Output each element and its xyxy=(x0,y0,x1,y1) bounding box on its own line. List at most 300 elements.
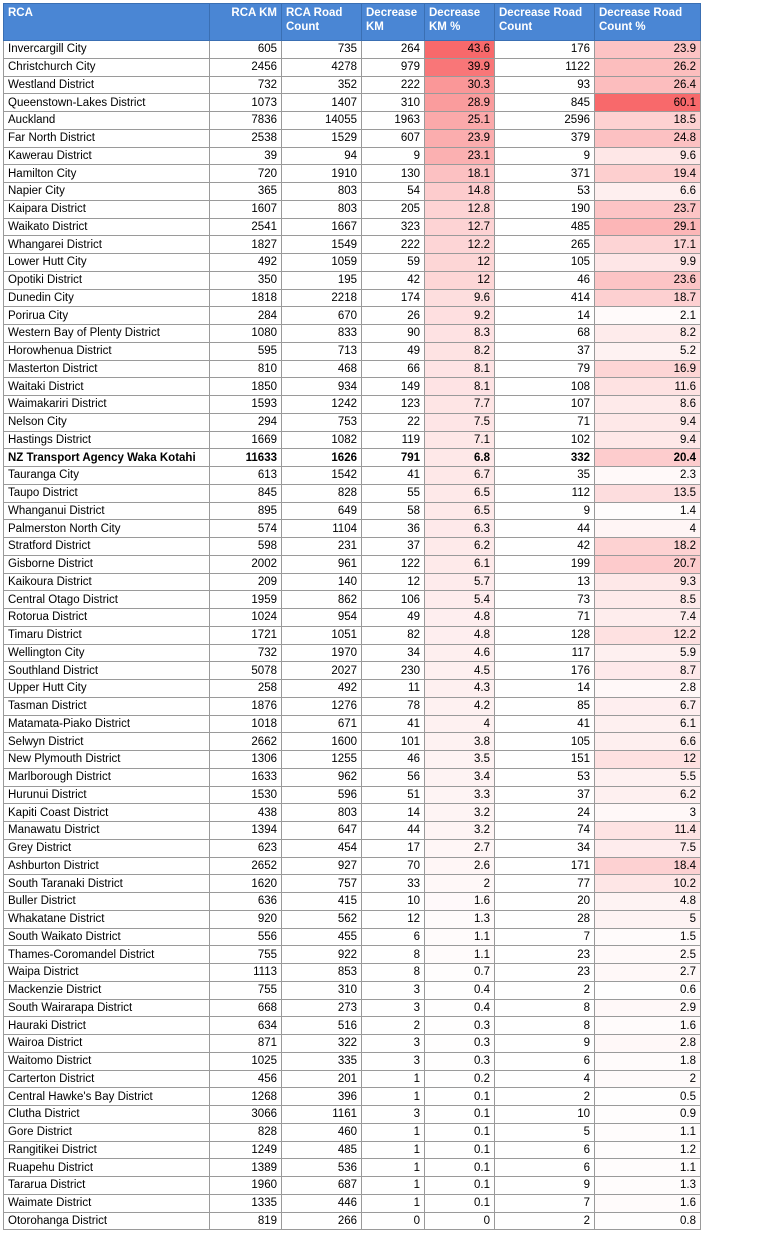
cell-rca-km: 2538 xyxy=(210,129,282,147)
cell-decrease-km: 1 xyxy=(362,1088,425,1106)
cell-rca: Queenstown-Lakes District xyxy=(4,94,210,112)
cell-decrease-km-pct: 0.4 xyxy=(425,999,495,1017)
cell-decrease-km: 55 xyxy=(362,484,425,502)
cell-decrease-km-pct: 5.7 xyxy=(425,573,495,591)
cell-decrease-road-count-pct: 16.9 xyxy=(595,360,701,378)
cell-rca-road-count: 1600 xyxy=(282,733,362,751)
cell-rca-km: 294 xyxy=(210,413,282,431)
cell-decrease-road-count-pct: 11.6 xyxy=(595,378,701,396)
cell-rca-road-count: 273 xyxy=(282,999,362,1017)
cell-rca-road-count: 803 xyxy=(282,804,362,822)
cell-rca-km: 258 xyxy=(210,680,282,698)
cell-rca-km: 920 xyxy=(210,910,282,928)
cell-rca: Whangarei District xyxy=(4,236,210,254)
cell-decrease-road-count: 71 xyxy=(495,609,595,627)
cell-rca: Waitaki District xyxy=(4,378,210,396)
cell-rca-road-count: 954 xyxy=(282,609,362,627)
header-decrease-road-count[interactable]: Decrease Road Count xyxy=(495,4,595,41)
cell-decrease-km-pct: 43.6 xyxy=(425,41,495,59)
header-rca-km[interactable]: RCA KM xyxy=(210,4,282,41)
cell-rca: Tauranga City xyxy=(4,467,210,485)
cell-decrease-road-count: 105 xyxy=(495,733,595,751)
cell-rca: Napier City xyxy=(4,183,210,201)
cell-rca-road-count: 485 xyxy=(282,1141,362,1159)
cell-decrease-road-count-pct: 1.8 xyxy=(595,1052,701,1070)
cell-decrease-km: 11 xyxy=(362,680,425,698)
cell-rca-km: 1024 xyxy=(210,609,282,627)
table-row xyxy=(4,1106,701,1124)
cell-decrease-km: 6 xyxy=(362,928,425,946)
cell-decrease-km: 70 xyxy=(362,857,425,875)
cell-rca-km: 1394 xyxy=(210,822,282,840)
table-row xyxy=(4,520,701,538)
cell-rca-road-count: 396 xyxy=(282,1088,362,1106)
cell-rca-km: 1959 xyxy=(210,591,282,609)
cell-decrease-road-count: 371 xyxy=(495,165,595,183)
cell-decrease-km-pct: 2 xyxy=(425,875,495,893)
cell-rca: Palmerston North City xyxy=(4,520,210,538)
cell-rca-road-count: 671 xyxy=(282,715,362,733)
cell-decrease-road-count: 42 xyxy=(495,538,595,556)
cell-rca: Thames-Coromandel District xyxy=(4,946,210,964)
cell-rca: Central Hawke's Bay District xyxy=(4,1088,210,1106)
table-row xyxy=(4,999,701,1017)
table-row xyxy=(4,289,701,307)
cell-rca-km: 845 xyxy=(210,484,282,502)
cell-decrease-km: 222 xyxy=(362,76,425,94)
cell-decrease-km: 205 xyxy=(362,200,425,218)
cell-decrease-km: 1 xyxy=(362,1141,425,1159)
table-row xyxy=(4,236,701,254)
cell-decrease-km: 3 xyxy=(362,1052,425,1070)
cell-rca-road-count: 649 xyxy=(282,502,362,520)
cell-rca-km: 636 xyxy=(210,893,282,911)
table-row xyxy=(4,200,701,218)
cell-decrease-road-count-pct: 11.4 xyxy=(595,822,701,840)
cell-decrease-road-count-pct: 7.4 xyxy=(595,609,701,627)
cell-decrease-km-pct: 23.1 xyxy=(425,147,495,165)
cell-decrease-road-count-pct: 6.6 xyxy=(595,183,701,201)
cell-decrease-road-count: 6 xyxy=(495,1052,595,1070)
table-row xyxy=(4,165,701,183)
cell-rca: Ashburton District xyxy=(4,857,210,875)
cell-rca: Kaikoura District xyxy=(4,573,210,591)
cell-decrease-road-count: 53 xyxy=(495,183,595,201)
cell-rca: Waimate District xyxy=(4,1194,210,1212)
cell-decrease-road-count: 190 xyxy=(495,200,595,218)
cell-rca-km: 1249 xyxy=(210,1141,282,1159)
cell-decrease-road-count-pct: 18.5 xyxy=(595,112,701,130)
table-row xyxy=(4,218,701,236)
cell-decrease-road-count-pct: 5.2 xyxy=(595,342,701,360)
cell-decrease-km: 1 xyxy=(362,1123,425,1141)
cell-decrease-road-count: 128 xyxy=(495,626,595,644)
cell-decrease-road-count: 151 xyxy=(495,751,595,769)
cell-decrease-km-pct: 9.2 xyxy=(425,307,495,325)
table-row xyxy=(4,786,701,804)
cell-rca-km: 1530 xyxy=(210,786,282,804)
cell-decrease-km: 41 xyxy=(362,467,425,485)
cell-decrease-road-count: 9 xyxy=(495,502,595,520)
cell-rca-km: 574 xyxy=(210,520,282,538)
cell-rca-road-count: 922 xyxy=(282,946,362,964)
cell-rca: Western Bay of Plenty District xyxy=(4,325,210,343)
cell-decrease-road-count-pct: 8.6 xyxy=(595,396,701,414)
cell-decrease-road-count-pct: 5.5 xyxy=(595,768,701,786)
cell-decrease-road-count: 2 xyxy=(495,1212,595,1230)
cell-decrease-km: 33 xyxy=(362,875,425,893)
cell-decrease-road-count: 5 xyxy=(495,1123,595,1141)
table-row xyxy=(4,360,701,378)
header-decrease-km-pct[interactable]: Decrease KM % xyxy=(425,4,495,41)
cell-decrease-km-pct: 0.4 xyxy=(425,981,495,999)
cell-rca: Hurunui District xyxy=(4,786,210,804)
table-row xyxy=(4,644,701,662)
cell-decrease-km-pct: 39.9 xyxy=(425,58,495,76)
header-rca-road-count[interactable]: RCA Road Count xyxy=(282,4,362,41)
cell-decrease-road-count-pct: 12.2 xyxy=(595,626,701,644)
cell-decrease-road-count: 85 xyxy=(495,697,595,715)
cell-rca-road-count: 322 xyxy=(282,1035,362,1053)
cell-decrease-road-count: 9 xyxy=(495,147,595,165)
cell-decrease-road-count: 23 xyxy=(495,964,595,982)
cell-rca-road-count: 468 xyxy=(282,360,362,378)
table-row xyxy=(4,1017,701,1035)
table-body xyxy=(4,41,701,1230)
table-row xyxy=(4,893,701,911)
cell-rca-km: 1669 xyxy=(210,431,282,449)
cell-rca-road-count: 1970 xyxy=(282,644,362,662)
cell-decrease-km: 1 xyxy=(362,1194,425,1212)
table-row xyxy=(4,449,701,467)
cell-rca: Opotiki District xyxy=(4,271,210,289)
cell-rca-km: 1306 xyxy=(210,751,282,769)
cell-rca: Dunedin City xyxy=(4,289,210,307)
cell-decrease-road-count-pct: 7.5 xyxy=(595,839,701,857)
cell-decrease-road-count: 10 xyxy=(495,1106,595,1124)
cell-decrease-km: 323 xyxy=(362,218,425,236)
cell-rca: Ruapehu District xyxy=(4,1159,210,1177)
rca-data-table xyxy=(3,3,701,1230)
cell-rca-road-count: 492 xyxy=(282,680,362,698)
cell-decrease-km-pct: 3.2 xyxy=(425,804,495,822)
cell-decrease-road-count: 93 xyxy=(495,76,595,94)
cell-rca-road-count: 2218 xyxy=(282,289,362,307)
cell-rca: Wellington City xyxy=(4,644,210,662)
cell-rca-road-count: 4278 xyxy=(282,58,362,76)
table-row xyxy=(4,76,701,94)
cell-rca: Waimakariri District xyxy=(4,396,210,414)
cell-decrease-road-count-pct: 1.6 xyxy=(595,1194,701,1212)
table-row xyxy=(4,1052,701,1070)
cell-decrease-road-count-pct: 23.9 xyxy=(595,41,701,59)
cell-rca-road-count: 1910 xyxy=(282,165,362,183)
table-row xyxy=(4,1123,701,1141)
cell-rca-km: 1827 xyxy=(210,236,282,254)
cell-decrease-km: 1 xyxy=(362,1177,425,1195)
cell-decrease-road-count: 53 xyxy=(495,768,595,786)
table-row xyxy=(4,609,701,627)
cell-decrease-road-count-pct: 5.9 xyxy=(595,644,701,662)
table-row xyxy=(4,307,701,325)
cell-decrease-km-pct: 0.1 xyxy=(425,1123,495,1141)
cell-rca-km: 350 xyxy=(210,271,282,289)
cell-decrease-km: 174 xyxy=(362,289,425,307)
cell-decrease-km: 59 xyxy=(362,254,425,272)
cell-rca-km: 1620 xyxy=(210,875,282,893)
cell-rca-road-count: 195 xyxy=(282,271,362,289)
cell-decrease-road-count: 171 xyxy=(495,857,595,875)
cell-rca: Westland District xyxy=(4,76,210,94)
cell-decrease-road-count-pct: 8.7 xyxy=(595,662,701,680)
table-row xyxy=(4,697,701,715)
header-row xyxy=(4,4,701,41)
cell-rca: Whanganui District xyxy=(4,502,210,520)
cell-decrease-road-count: 1122 xyxy=(495,58,595,76)
table-row xyxy=(4,325,701,343)
cell-rca-km: 1018 xyxy=(210,715,282,733)
cell-decrease-road-count: 20 xyxy=(495,893,595,911)
cell-decrease-road-count-pct: 13.5 xyxy=(595,484,701,502)
cell-decrease-road-count-pct: 2 xyxy=(595,1070,701,1088)
header-rca[interactable]: RCA xyxy=(4,4,210,41)
cell-rca-km: 613 xyxy=(210,467,282,485)
header-decrease-road-count-pct[interactable]: Decrease Road Count % xyxy=(595,4,701,41)
cell-decrease-km-pct: 30.3 xyxy=(425,76,495,94)
cell-rca-km: 634 xyxy=(210,1017,282,1035)
cell-decrease-km: 222 xyxy=(362,236,425,254)
cell-rca-road-count: 1407 xyxy=(282,94,362,112)
cell-decrease-road-count-pct: 6.6 xyxy=(595,733,701,751)
cell-decrease-road-count: 68 xyxy=(495,325,595,343)
cell-rca-road-count: 1255 xyxy=(282,751,362,769)
cell-decrease-km: 37 xyxy=(362,538,425,556)
table-row xyxy=(4,502,701,520)
cell-rca: Upper Hutt City xyxy=(4,680,210,698)
cell-decrease-km: 130 xyxy=(362,165,425,183)
cell-rca: Kapiti Coast District xyxy=(4,804,210,822)
cell-decrease-road-count-pct: 1.2 xyxy=(595,1141,701,1159)
cell-decrease-km: 979 xyxy=(362,58,425,76)
cell-rca: Gore District xyxy=(4,1123,210,1141)
cell-rca-km: 810 xyxy=(210,360,282,378)
cell-decrease-km-pct: 3.5 xyxy=(425,751,495,769)
cell-decrease-road-count: 73 xyxy=(495,591,595,609)
cell-decrease-road-count: 71 xyxy=(495,413,595,431)
cell-rca: Otorohanga District xyxy=(4,1212,210,1230)
cell-rca: Kaipara District xyxy=(4,200,210,218)
cell-rca: South Wairarapa District xyxy=(4,999,210,1017)
cell-rca-km: 2002 xyxy=(210,555,282,573)
cell-decrease-road-count: 24 xyxy=(495,804,595,822)
cell-decrease-road-count: 199 xyxy=(495,555,595,573)
cell-decrease-road-count-pct: 1.6 xyxy=(595,1017,701,1035)
cell-rca-road-count: 927 xyxy=(282,857,362,875)
cell-rca: Hauraki District xyxy=(4,1017,210,1035)
cell-rca-road-count: 94 xyxy=(282,147,362,165)
cell-rca: Tasman District xyxy=(4,697,210,715)
cell-decrease-road-count: 2 xyxy=(495,1088,595,1106)
cell-rca-km: 492 xyxy=(210,254,282,272)
table-row xyxy=(4,58,701,76)
cell-decrease-road-count-pct: 0.5 xyxy=(595,1088,701,1106)
cell-rca-road-count: 231 xyxy=(282,538,362,556)
cell-rca-km: 1268 xyxy=(210,1088,282,1106)
cell-decrease-road-count-pct: 26.4 xyxy=(595,76,701,94)
cell-decrease-km: 1963 xyxy=(362,112,425,130)
cell-rca-km: 595 xyxy=(210,342,282,360)
cell-decrease-km-pct: 8.1 xyxy=(425,360,495,378)
cell-decrease-km: 14 xyxy=(362,804,425,822)
cell-rca: Hamilton City xyxy=(4,165,210,183)
cell-rca: Carterton District xyxy=(4,1070,210,1088)
cell-decrease-road-count-pct: 20.7 xyxy=(595,555,701,573)
cell-decrease-road-count-pct: 9.6 xyxy=(595,147,701,165)
cell-rca-road-count: 1082 xyxy=(282,431,362,449)
cell-decrease-km: 90 xyxy=(362,325,425,343)
cell-rca: Tararua District xyxy=(4,1177,210,1195)
cell-rca: Gisborne District xyxy=(4,555,210,573)
cell-rca-km: 1607 xyxy=(210,200,282,218)
cell-decrease-km: 3 xyxy=(362,1106,425,1124)
cell-rca-km: 828 xyxy=(210,1123,282,1141)
table-row xyxy=(4,768,701,786)
cell-decrease-km: 9 xyxy=(362,147,425,165)
cell-decrease-km-pct: 0.3 xyxy=(425,1017,495,1035)
cell-decrease-km-pct: 0.3 xyxy=(425,1035,495,1053)
table-row xyxy=(4,964,701,982)
cell-decrease-km: 51 xyxy=(362,786,425,804)
cell-rca: Masterton District xyxy=(4,360,210,378)
cell-decrease-road-count: 34 xyxy=(495,839,595,857)
cell-rca: South Taranaki District xyxy=(4,875,210,893)
cell-decrease-road-count-pct: 4 xyxy=(595,520,701,538)
cell-decrease-km-pct: 0.1 xyxy=(425,1159,495,1177)
cell-rca: Southland District xyxy=(4,662,210,680)
cell-rca-road-count: 753 xyxy=(282,413,362,431)
cell-decrease-km: 54 xyxy=(362,183,425,201)
cell-decrease-road-count-pct: 1.5 xyxy=(595,928,701,946)
cell-rca-km: 7836 xyxy=(210,112,282,130)
cell-rca-road-count: 446 xyxy=(282,1194,362,1212)
cell-decrease-road-count-pct: 2.8 xyxy=(595,680,701,698)
cell-decrease-road-count: 79 xyxy=(495,360,595,378)
cell-decrease-km: 82 xyxy=(362,626,425,644)
cell-decrease-road-count: 8 xyxy=(495,999,595,1017)
cell-rca: Far North District xyxy=(4,129,210,147)
cell-rca-road-count: 1542 xyxy=(282,467,362,485)
cell-decrease-km-pct: 0.1 xyxy=(425,1177,495,1195)
cell-decrease-km-pct: 1.6 xyxy=(425,893,495,911)
cell-decrease-road-count: 414 xyxy=(495,289,595,307)
cell-rca: Rangitikei District xyxy=(4,1141,210,1159)
cell-rca-km: 1073 xyxy=(210,94,282,112)
cell-decrease-km-pct: 7.5 xyxy=(425,413,495,431)
table-row xyxy=(4,1159,701,1177)
cell-decrease-km: 3 xyxy=(362,1035,425,1053)
cell-decrease-road-count: 13 xyxy=(495,573,595,591)
header-decrease-km[interactable]: Decrease KM xyxy=(362,4,425,41)
cell-rca: Horowhenua District xyxy=(4,342,210,360)
cell-decrease-road-count-pct: 6.7 xyxy=(595,697,701,715)
cell-decrease-road-count-pct: 9.4 xyxy=(595,431,701,449)
cell-decrease-km-pct: 0.1 xyxy=(425,1141,495,1159)
cell-rca-km: 3066 xyxy=(210,1106,282,1124)
table-row xyxy=(4,467,701,485)
cell-decrease-km: 119 xyxy=(362,431,425,449)
cell-decrease-road-count-pct: 2.7 xyxy=(595,964,701,982)
cell-decrease-km: 36 xyxy=(362,520,425,538)
cell-decrease-km: 123 xyxy=(362,396,425,414)
cell-decrease-km: 0 xyxy=(362,1212,425,1230)
cell-rca: NZ Transport Agency Waka Kotahi xyxy=(4,449,210,467)
cell-rca-road-count: 670 xyxy=(282,307,362,325)
cell-rca-km: 598 xyxy=(210,538,282,556)
cell-decrease-km-pct: 6.7 xyxy=(425,467,495,485)
table-row xyxy=(4,1177,701,1195)
cell-decrease-km: 46 xyxy=(362,751,425,769)
cell-decrease-km-pct: 4.3 xyxy=(425,680,495,698)
cell-rca: Clutha District xyxy=(4,1106,210,1124)
cell-rca-road-count: 310 xyxy=(282,981,362,999)
cell-decrease-road-count-pct: 17.1 xyxy=(595,236,701,254)
cell-decrease-km-pct: 8.2 xyxy=(425,342,495,360)
table-row xyxy=(4,431,701,449)
cell-decrease-km-pct: 6.5 xyxy=(425,484,495,502)
cell-decrease-road-count-pct: 24.8 xyxy=(595,129,701,147)
cell-decrease-km-pct: 4.8 xyxy=(425,626,495,644)
cell-rca-km: 732 xyxy=(210,644,282,662)
cell-rca-km: 2652 xyxy=(210,857,282,875)
cell-decrease-road-count: 14 xyxy=(495,680,595,698)
table-row xyxy=(4,555,701,573)
cell-decrease-km-pct: 3.4 xyxy=(425,768,495,786)
cell-decrease-road-count-pct: 6.2 xyxy=(595,786,701,804)
cell-decrease-road-count: 485 xyxy=(495,218,595,236)
cell-decrease-road-count-pct: 60.1 xyxy=(595,94,701,112)
cell-decrease-road-count-pct: 0.8 xyxy=(595,1212,701,1230)
cell-rca: Nelson City xyxy=(4,413,210,431)
cell-rca: Christchurch City xyxy=(4,58,210,76)
cell-rca-km: 895 xyxy=(210,502,282,520)
cell-rca: New Plymouth District xyxy=(4,751,210,769)
cell-rca-road-count: 1667 xyxy=(282,218,362,236)
cell-rca-road-count: 460 xyxy=(282,1123,362,1141)
cell-decrease-km: 101 xyxy=(362,733,425,751)
cell-decrease-km: 78 xyxy=(362,697,425,715)
cell-decrease-road-count-pct: 9.3 xyxy=(595,573,701,591)
cell-decrease-km: 3 xyxy=(362,999,425,1017)
cell-decrease-km-pct: 0.2 xyxy=(425,1070,495,1088)
cell-decrease-km-pct: 0.1 xyxy=(425,1194,495,1212)
cell-rca: Hastings District xyxy=(4,431,210,449)
cell-rca-km: 456 xyxy=(210,1070,282,1088)
cell-rca: Waikato District xyxy=(4,218,210,236)
cell-decrease-km: 12 xyxy=(362,573,425,591)
table-row xyxy=(4,857,701,875)
cell-decrease-km-pct: 14.8 xyxy=(425,183,495,201)
cell-rca-road-count: 352 xyxy=(282,76,362,94)
table-row xyxy=(4,254,701,272)
cell-rca: Manawatu District xyxy=(4,822,210,840)
cell-rca-km: 1389 xyxy=(210,1159,282,1177)
cell-rca: Timaru District xyxy=(4,626,210,644)
cell-rca-road-count: 1104 xyxy=(282,520,362,538)
cell-rca-km: 755 xyxy=(210,981,282,999)
cell-rca-km: 871 xyxy=(210,1035,282,1053)
cell-decrease-road-count-pct: 1.1 xyxy=(595,1123,701,1141)
cell-decrease-road-count: 74 xyxy=(495,822,595,840)
